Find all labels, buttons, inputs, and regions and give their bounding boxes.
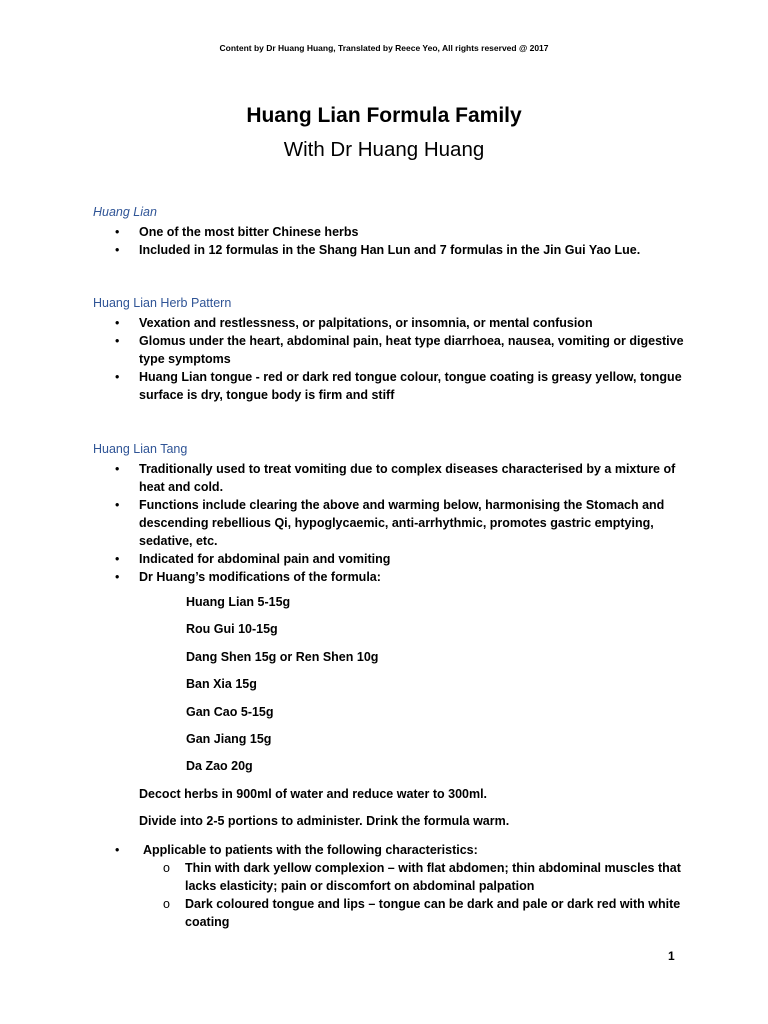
bullet-icon: • <box>115 843 120 857</box>
circle-bullet-icon: o <box>163 861 170 875</box>
bullet-icon: • <box>115 552 120 566</box>
heading-huang-lian-tang: Huang Lian Tang <box>93 442 188 456</box>
herb-item: Huang Lian 5-15g <box>186 595 291 609</box>
list-item: o Thin with dark yellow complexion – with flat abdomen; thin abdominal muscles that lacks elasticity; pain or discomfort on abdominal palpation <box>163 861 681 893</box>
herb-pattern-list <box>115 314 685 404</box>
list-item: • Indicated for abdominal pain and vomiting <box>115 552 391 566</box>
bullet-icon: • <box>115 462 120 476</box>
herb-item: Da Zao 20g <box>186 759 253 773</box>
list-item: • Vexation and restlessness, or palpitations, or insomnia, or mental confusion <box>115 316 593 330</box>
herb-item: Rou Gui 10-15g <box>186 622 278 636</box>
bullet-icon: • <box>115 498 120 512</box>
page-header: Content by Dr Huang Huang, Translated by Reece Yeo, All rights reserved @ 2017 <box>219 43 549 53</box>
list-item: • Huang Lian tongue - red or dark red tongue colour, tongue coating is greasy yellow, tongue surface is dry, tongue body is firm and stiff <box>115 370 682 402</box>
applicable-list <box>115 841 685 859</box>
list-item: • Applicable to patients with the following characteristics: <box>115 843 478 857</box>
herb-item: Dang Shen 15g or Ren Shen 10g <box>186 650 379 664</box>
list-item: • Traditionally used to treat vomiting due to complex diseases characterised by a mixture of heat and cold. <box>115 462 676 494</box>
list-item: • Dr Huang’s modifications of the formula: <box>115 570 381 584</box>
dosage-instruction: Divide into 2-5 portions to administer. Drink the formula warm. <box>139 814 510 828</box>
bullet-icon: • <box>115 370 120 384</box>
herb-item: Gan Jiang 15g <box>186 732 272 746</box>
bullet-icon: • <box>115 225 120 239</box>
heading-herb-pattern: Huang Lian Herb Pattern <box>93 296 232 310</box>
bullet-icon: • <box>115 243 120 257</box>
list-item: o Dark coloured tongue and lips – tongue can be dark and pale or dark red with white coating <box>163 897 681 929</box>
huang-lian-tang-list <box>115 460 685 586</box>
decoct-instruction: Decoct herbs in 900ml of water and reduce water to 300ml. <box>139 787 488 801</box>
bullet-icon: • <box>115 570 120 584</box>
huang-lian-list <box>115 223 685 259</box>
circle-bullet-icon: o <box>163 897 170 911</box>
bullet-icon: • <box>115 316 120 330</box>
herb-item: Gan Cao 5-15g <box>186 705 274 719</box>
herb-item: Ban Xia 15g <box>186 677 257 691</box>
list-item: • Glomus under the heart, abdominal pain, heat type diarrhoea, nausea, vomiting or digestive type symptoms <box>115 334 684 366</box>
characteristics-list <box>163 859 683 931</box>
bullet-icon: • <box>115 334 120 348</box>
list-item: • One of the most bitter Chinese herbs <box>115 225 359 239</box>
document-subtitle: With Dr Huang Huang <box>283 138 485 161</box>
document-title: Huang Lian Formula Family <box>246 104 522 127</box>
list-item: • Included in 12 formulas in the Shang Han Lun and 7 formulas in the Jin Gui Yao Lue. <box>115 243 641 257</box>
list-item: • Functions include clearing the above and warming below, harmonising the Stomach and descending rebellious Qi, hypoglycaemic, anti-arrhythmic, promotes gastric emptying, sedative, etc. <box>115 498 665 548</box>
heading-huang-lian: Huang Lian <box>93 205 157 219</box>
page-number: 1 <box>668 949 675 963</box>
